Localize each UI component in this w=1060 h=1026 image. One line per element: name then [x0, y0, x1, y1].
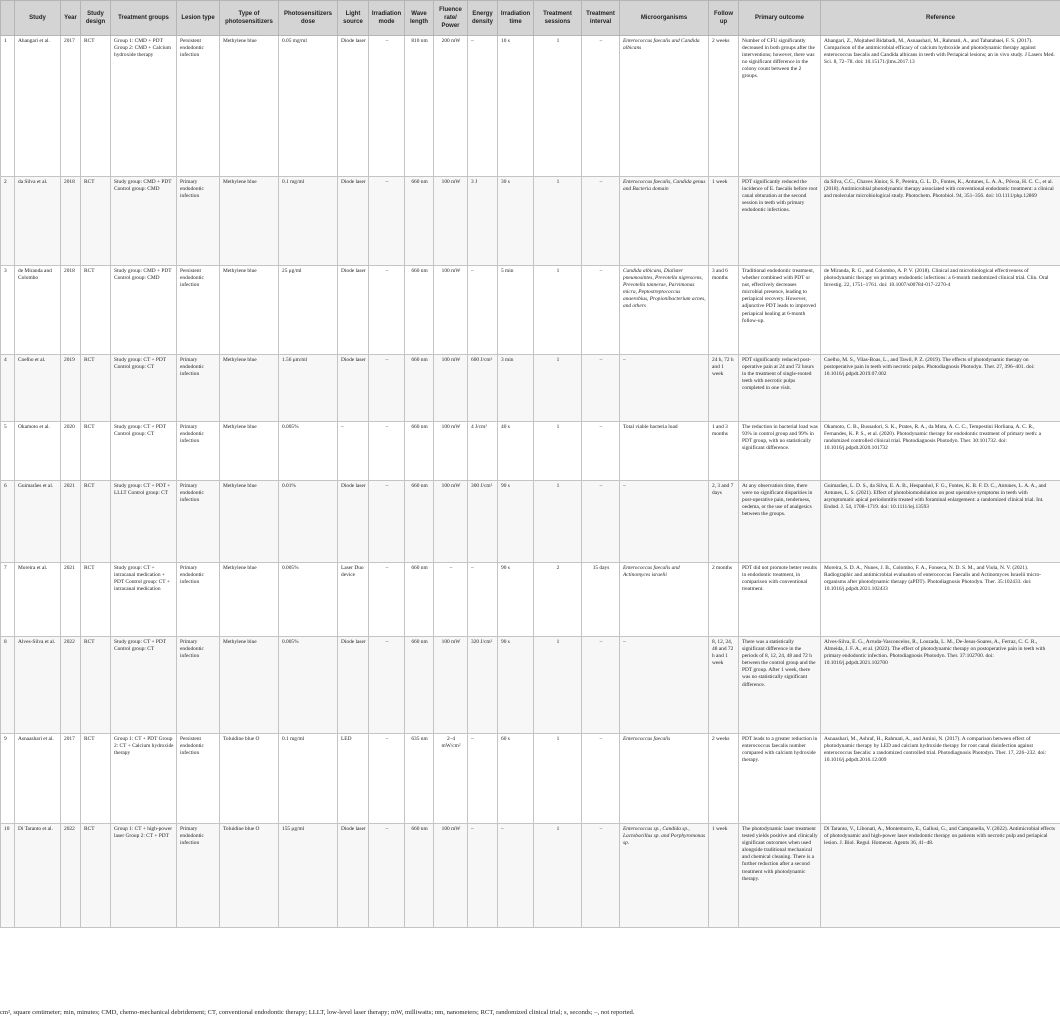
cell-lesion: Primary endodontic infection [177, 824, 220, 928]
cell-design: RCT [81, 177, 111, 266]
cell-fluence: – [434, 563, 468, 637]
cell-follow: 1 and 3 months [709, 422, 739, 481]
cell-interval: – [582, 481, 620, 563]
cell-outcome: PDT significantly reduced the incidence of E. faecalis before root canal obturation at the second session in teeth with primary endodontic infections. [739, 177, 821, 266]
column-header: Treatment sessions [534, 1, 582, 36]
cell-light: Diode laser [338, 266, 369, 355]
cell-interval: – [582, 824, 620, 928]
cell-fluence: 100 mW [434, 422, 468, 481]
cell-ps: Methylene blue [220, 637, 279, 734]
cell-dose: 0.005% [279, 637, 338, 734]
cell-study: de Miranda and Colombo [15, 266, 61, 355]
cell-n: 1 [1, 36, 15, 177]
cell-time: – [498, 824, 534, 928]
cell-mode: – [369, 355, 405, 422]
cell-year: 2018 [61, 266, 81, 355]
cell-design: RCT [81, 481, 111, 563]
cell-ref: Okamoto, C. B., Bussadori, S. K., Prates, R. A., da Mota, A. C. C., Tempestini Horliana, A. C. R., Fernandes, K. P. S., et al. (2020). Photodynamic therapy for endodontic treatment of primary teeth: a randomized controlled clinical trial. Photodiagnosis Photodyn. Ther. 30:101732. doi: 10.1016/j.pdpdt.2020.101732 [821, 422, 1060, 481]
cell-micro: – [620, 481, 709, 563]
cell-follow: 2 weeks [709, 36, 739, 177]
cell-micro: – [620, 637, 709, 734]
cell-fluence: 100 mW [434, 637, 468, 734]
cell-follow: 1 week [709, 824, 739, 928]
table-row [1, 266, 1060, 355]
cell-energy: 320 J/cm² [468, 637, 498, 734]
cell-outcome: Number of CFU significantly decreased in both groups after the interventions; however, there was no significant difference in the colony count between the 2 groups. [739, 36, 821, 177]
cell-ref: Moreira, S. D. A., Nunes, J. B., Colombo, F. A., Fonseca, N. D. S. M., and Viola, N. V. (2021). Radiographic and antimicrobial evaluation of enterococcus Faecalis and Actinomyces Israelii micro-organisms after photodynamic therapy (aPDT). Photodiagnosis Photodyn. Ther. 35:102433. doi: 10.1016/j.pdpdt.2021.102433 [821, 563, 1060, 637]
cell-energy: – [468, 824, 498, 928]
cell-follow: 2, 3 and 7 days [709, 481, 739, 563]
cell-sessions: 1 [534, 824, 582, 928]
cell-dose: 1.56 μm/ml [279, 355, 338, 422]
cell-mode: – [369, 563, 405, 637]
cell-wave: 635 nm [405, 734, 434, 824]
cell-interval: 15 days [582, 563, 620, 637]
cell-outcome: There was a statistically significant difference in the periods of 8, 12, 24, 48 and 72 h between the control group and the PDT group. After 1 week, there was no statistically significant difference. [739, 637, 821, 734]
column-header: Type of photosensitizers [220, 1, 279, 36]
cell-fluence: 200 mW [434, 36, 468, 177]
cell-micro: Candida albicans, Dialister pneumosintes, Prevotella nigrescens, Prevotella tannerae, Parvimonas micra, Peptostreptococcus anaerobius, Propionibacterium acnes, and others [620, 266, 709, 355]
cell-sessions: 1 [534, 177, 582, 266]
table-row [1, 637, 1060, 734]
cell-year: 2018 [61, 177, 81, 266]
cell-n: 5 [1, 422, 15, 481]
cell-design: RCT [81, 36, 111, 177]
cell-follow: 2 months [709, 563, 739, 637]
cell-time: 3 min [498, 355, 534, 422]
cell-sessions: 1 [534, 637, 582, 734]
cell-wave: 660 nm [405, 824, 434, 928]
table-footnote: cm², square centimeter; min, minutes; CMD, chemo-mechanical debridement; CT, conventional endodontic therapy; LLLT, low-level laser therapy; mW, milliwatts; nm, nanometers; RCT, randomized clinical trial; s, seconds; –, not reported. [0, 1009, 635, 1016]
column-header: Energy density [468, 1, 498, 36]
cell-wave: 810 nm [405, 36, 434, 177]
cell-energy: – [468, 563, 498, 637]
cell-light: Diode laser [338, 637, 369, 734]
cell-ps: Methylene blue [220, 36, 279, 177]
cell-time: 30 s [498, 177, 534, 266]
cell-outcome: PDT significantly reduced post-operative pain at 24 and 72 hours in the treatment of single-rooted teeth with necrotic pulps completed in one visit. [739, 355, 821, 422]
cell-n: 7 [1, 563, 15, 637]
cell-light: LED [338, 734, 369, 824]
cell-lesion: Primary endodontic infection [177, 637, 220, 734]
cell-dose: 0.01% [279, 481, 338, 563]
cell-n: 9 [1, 734, 15, 824]
cell-energy: 300 J/cm² [468, 481, 498, 563]
cell-study: Okamoto et al. [15, 422, 61, 481]
cell-dose: 25 μg/ml [279, 266, 338, 355]
cell-sessions: 2 [534, 563, 582, 637]
cell-energy: 4 J/cm² [468, 422, 498, 481]
table-row [1, 481, 1060, 563]
table-row [1, 734, 1060, 824]
column-header: Light source [338, 1, 369, 36]
cell-sessions: 1 [534, 266, 582, 355]
cell-dose: 0.1 mg/ml [279, 734, 338, 824]
cell-design: RCT [81, 266, 111, 355]
cell-n: 8 [1, 637, 15, 734]
cell-n: 10 [1, 824, 15, 928]
cell-interval: – [582, 734, 620, 824]
cell-light: Diode laser [338, 481, 369, 563]
cell-micro: Enterococcus faecalis, Candida genus and Bacteria domain [620, 177, 709, 266]
cell-study: Moreira et al. [15, 563, 61, 637]
cell-groups: Study group: CT + PDT Control group: CT [111, 355, 177, 422]
cell-year: 2017 [61, 734, 81, 824]
cell-year: 2022 [61, 637, 81, 734]
cell-fluence: 100 mW [434, 355, 468, 422]
cell-n: 4 [1, 355, 15, 422]
cell-micro: Enterococcus faecalis [620, 734, 709, 824]
cell-interval: – [582, 266, 620, 355]
cell-ps: Methylene blue [220, 177, 279, 266]
table-row [1, 563, 1060, 637]
cell-light: Diode laser [338, 177, 369, 266]
cell-year: 2021 [61, 481, 81, 563]
column-header: Microorganisms [620, 1, 709, 36]
cell-light: Diode laser [338, 824, 369, 928]
cell-groups: Study group: CT + intracanal medication + PDT Control group: CT + intracanal medication [111, 563, 177, 637]
cell-mode: – [369, 637, 405, 734]
cell-outcome: Traditional endodontic treatment, whether combined with PDT or not, effectively decreases microbial presence, leading to periapical recovery. However, adjunctive PDT leads to improved periapical healing at 6-month follow-up. [739, 266, 821, 355]
column-header: Irradiation time [498, 1, 534, 36]
cell-dose: 0.1 mg/ml [279, 177, 338, 266]
cell-time: 90 s [498, 481, 534, 563]
cell-year: 2020 [61, 422, 81, 481]
cell-fluence: 100 mW [434, 177, 468, 266]
cell-sessions: 1 [534, 36, 582, 177]
cell-wave: 660 nm [405, 355, 434, 422]
cell-sessions: 1 [534, 355, 582, 422]
cell-study: Ahangari et al. [15, 36, 61, 177]
cell-lesion: Persistent endodontic infection [177, 36, 220, 177]
cell-interval: – [582, 177, 620, 266]
cell-micro: – [620, 355, 709, 422]
cell-dose: 0.05 mg/ml [279, 36, 338, 177]
table-body [1, 36, 1060, 928]
table-row [1, 36, 1060, 177]
column-header [1, 1, 15, 36]
column-header: Treatment groups [111, 1, 177, 36]
column-header: Reference [821, 1, 1060, 36]
cell-year: 2022 [61, 824, 81, 928]
cell-lesion: Primary endodontic infection [177, 177, 220, 266]
cell-mode: – [369, 177, 405, 266]
cell-ps: Methylene blue [220, 563, 279, 637]
cell-study: Guimarães et al. [15, 481, 61, 563]
cell-study: Coelho et al. [15, 355, 61, 422]
cell-n: 2 [1, 177, 15, 266]
cell-wave: 660 nm [405, 422, 434, 481]
cell-design: RCT [81, 563, 111, 637]
cell-mode: – [369, 36, 405, 177]
cell-groups: Group 1: CT + high-power laser Group 2: CT + PDT [111, 824, 177, 928]
cell-fluence: 100 mW [434, 824, 468, 928]
column-header: Lesion type [177, 1, 220, 36]
cell-mode: – [369, 266, 405, 355]
cell-energy: 600 J/cm² [468, 355, 498, 422]
cell-lesion: Primary endodontic infection [177, 422, 220, 481]
column-header: Follow up [709, 1, 739, 36]
cell-ps: Methylene blue [220, 481, 279, 563]
cell-follow: 2 weeks [709, 734, 739, 824]
cell-ref: Asnaashari, M., Ashraf, H., Rahmati, A., and Amini, N. (2017). A comparison between effect of photodynamic therapy by LED and calcium hydroxide therapy for root canal disinfection against enterococcus faecalis: a randomized controlled trial. Photodiagnosis Photodyn. Ther. 17, 226–232. doi: 10.1016/j.pdpdt.2016.12.009 [821, 734, 1060, 824]
cell-design: RCT [81, 824, 111, 928]
cell-wave: 660 nm [405, 637, 434, 734]
cell-wave: 660 nm [405, 563, 434, 637]
cell-outcome: The reduction in bacterial load was 93% in control group and 99% in PDT group, with no statistically significant difference. [739, 422, 821, 481]
column-header: Study design [81, 1, 111, 36]
cell-interval: – [582, 422, 620, 481]
cell-design: RCT [81, 355, 111, 422]
cell-year: 2021 [61, 563, 81, 637]
cell-micro: Enterococcus sp., Candida sp., Lactobacillus sp. and Porphyromonas sp. [620, 824, 709, 928]
cell-ref: Di Taranto, V., Libonati, A., Montemurro, E., Gallusi, G., and Campanella, V. (2022). Antimicrobial effects of photodynamic and high-power laser endodontic therapy on patients with necrotic pulp and periapical lesion. J. Biol. Regul. Homeost. Agents 36, 41–48. [821, 824, 1060, 928]
cell-follow: 8, 12, 24, 48 and 72 h and 1 week [709, 637, 739, 734]
cell-ps: Toluidine blue O [220, 824, 279, 928]
cell-time: 10 s [498, 36, 534, 177]
column-header: Fluence rate/ Power [434, 1, 468, 36]
cell-micro: Total viable bacteria load [620, 422, 709, 481]
cell-study: Di Taranto et al. [15, 824, 61, 928]
cell-design: RCT [81, 637, 111, 734]
cell-ps: Methylene blue [220, 422, 279, 481]
cell-dose: 0.005% [279, 422, 338, 481]
cell-ps: Methylene blue [220, 355, 279, 422]
cell-time: 90 s [498, 637, 534, 734]
cell-fluence: 100 mW [434, 266, 468, 355]
cell-lesion: Primary endodontic infection [177, 563, 220, 637]
cell-follow: 24 h, 72 h and 1 week [709, 355, 739, 422]
cell-groups: Group 1: CMD + PDT Group 2: CMD + Calcium hydroxide therapy [111, 36, 177, 177]
cell-light: Diode laser [338, 36, 369, 177]
cell-lesion: Persistent endodontic infection [177, 266, 220, 355]
cell-energy: – [468, 36, 498, 177]
cell-interval: – [582, 355, 620, 422]
header-row [1, 1, 1060, 36]
cell-outcome: The photodynamic laser treatment tested yields positive and clinically significant outcomes when used alongside traditional mechanical and chemical cleaning. There is a further reduction after a second treatment with photodynamic therapy. [739, 824, 821, 928]
cell-follow: 1 week [709, 177, 739, 266]
column-header: Year [61, 1, 81, 36]
cell-mode: – [369, 734, 405, 824]
table-row [1, 422, 1060, 481]
cell-wave: 660 nm [405, 481, 434, 563]
cell-groups: Group 1: CT + PDT Group 2: CT + Calcium hydroxide therapy [111, 734, 177, 824]
cell-light: – [338, 422, 369, 481]
cell-lesion: Primary endodontic infection [177, 355, 220, 422]
cell-light: Laser Duo device [338, 563, 369, 637]
table-row [1, 177, 1060, 266]
cell-mode: – [369, 422, 405, 481]
cell-outcome: PDT did not promote better results in endodontic treatment, in comparison with conventional treatment. [739, 563, 821, 637]
cell-interval: – [582, 637, 620, 734]
cell-follow: 3 and 6 months [709, 266, 739, 355]
cell-mode: – [369, 481, 405, 563]
cell-wave: 660 nm [405, 177, 434, 266]
cell-study: da Silva et al. [15, 177, 61, 266]
column-header: Wave length [405, 1, 434, 36]
cell-design: RCT [81, 734, 111, 824]
cell-groups: Study group: CT + PDT Control group: CT [111, 637, 177, 734]
cell-groups: Study group: CMD + PDT Control group: CMD [111, 177, 177, 266]
cell-time: 90 s [498, 563, 534, 637]
cell-ps: Toluidine blue O [220, 734, 279, 824]
table-row [1, 824, 1060, 928]
cell-sessions: 1 [534, 734, 582, 824]
column-header: Study [15, 1, 61, 36]
cell-lesion: Persistent endodontic infection [177, 734, 220, 824]
cell-groups: Study group: CT + PDT + LLLT Control group: CT [111, 481, 177, 563]
cell-ref: Ahangari, Z., Mojtahed Bidabadi, M., Asnaashari, M., Rahmati, A., and Tabatabaei, F. S. (2017). Comparison of the antimicrobial efficacy of calcium hydroxide and photodynamic therapy against enterococcus faecalis and Candida albicans in teeth with Periapical lesions; an in vivo study. J Lasers Med. Sci. 8, 72–78. doi: 10.15171/jlms.2017.13 [821, 36, 1060, 177]
column-header: Primary outcome [739, 1, 821, 36]
cell-time: 40 s [498, 422, 534, 481]
cell-year: 2019 [61, 355, 81, 422]
cell-micro: Enterococcus faecalis and Candida albicans [620, 36, 709, 177]
cell-ref: da Silva, C.C., Chaves Júnior, S. P., Pereira, G. L. D., Fontes, K., Antunes, L. A. A., Póvoa, H. C. C., et al. (2018). Antimicrobial photodynamic therapy associated with conventional endodontic treatment: a clinical and molecular microbiological study. Photochem. Photobiol. 94, 351–356. doi: 10.1111/php.12869 [821, 177, 1060, 266]
cell-study: Alves-Silva et al. [15, 637, 61, 734]
cell-year: 2017 [61, 36, 81, 177]
cell-lesion: Primary endodontic infection [177, 481, 220, 563]
cell-micro: Enterococcus faecalis and Actinomyces israelii [620, 563, 709, 637]
cell-ref: Guimarães, L. D. S., da Silva, E. A. B., Hespanhol, F. G., Fontes, K. B. F. D. C., Antunes, L. A. A., and Antunes, L. S. (2021). Effect of photobiomodulation on post operative symptoms in teeth with asymptomatic apical periodontitis treated with foraminal enlargement: a randomized clinical trial. Int. Endod. J. 54, 1708–1719. doi: 10.1111/iej.13593 [821, 481, 1060, 563]
cell-outcome: PDT leads to a greater reduction in enterococcus faecalis number compared with calcium hydroxide therapy. [739, 734, 821, 824]
cell-ref: Coelho, M. S., Vilas-Boas, L., and Tawil, P. Z. (2019). The effects of photodynamic therapy on postoperative pain in teeth with necrotic pulps. Photodiagnosis Photodyn. Ther. 27, 396–401. doi: 10.1016/j.pdpdt.2019.07.002 [821, 355, 1060, 422]
cell-sessions: 1 [534, 422, 582, 481]
cell-light: Diode laser [338, 355, 369, 422]
cell-design: RCT [81, 422, 111, 481]
cell-groups: Study group: CMD + PDT Control group: CMD [111, 266, 177, 355]
cell-sessions: 1 [534, 481, 582, 563]
cell-dose: 155 μg/ml [279, 824, 338, 928]
cell-ref: Alves-Silva, E. G., Arruda-Vasconcelos, R., Louzada, L. M., De-Jesus-Soares, A., Ferraz, C. C. R., Almeida, J. F. A., et al. (2022). The effect of photodynamic therapy on postoperative pain in teeth with primary endodontic infection. Photodiagnosis Photodyn. Ther. 37:102700. doi: 10.1016/j.pdpdt.2021.102700 [821, 637, 1060, 734]
column-header: Irradiation mode [369, 1, 405, 36]
cell-outcome: At any observation time, there were no significant disparities in post-operative pain, tenderness, oedema, or the use of analgesics between the groups. [739, 481, 821, 563]
cell-fluence: 100 mW [434, 481, 468, 563]
cell-energy: 3 J [468, 177, 498, 266]
cell-interval: – [582, 36, 620, 177]
cell-n: 3 [1, 266, 15, 355]
cell-energy: – [468, 266, 498, 355]
cell-energy: – [468, 734, 498, 824]
cell-time: 5 min [498, 266, 534, 355]
cell-ref: de Miranda, R. G., and Colombo, A. P. V. (2018). Clinical and microbiological effectiveness of photodynamic therapy on primary endodontic infections: a 6-month randomized clinical trial. Clin. Oral Investig. 22, 1751–1761. doi: 10.1007/s00784-017-2270-4 [821, 266, 1060, 355]
cell-study: Asnaashari et al. [15, 734, 61, 824]
cell-ps: Methylene blue [220, 266, 279, 355]
cell-n: 6 [1, 481, 15, 563]
cell-fluence: 2–4 mW/cm² [434, 734, 468, 824]
column-header: Treatment interval [582, 1, 620, 36]
cell-groups: Study group: CT + PDT Control group: CT [111, 422, 177, 481]
cell-wave: 660 nm [405, 266, 434, 355]
table-row [1, 355, 1060, 422]
cell-mode: – [369, 824, 405, 928]
cell-time: 60 s [498, 734, 534, 824]
column-header: Photosensitizers dose [279, 1, 338, 36]
cell-dose: 0.005% [279, 563, 338, 637]
